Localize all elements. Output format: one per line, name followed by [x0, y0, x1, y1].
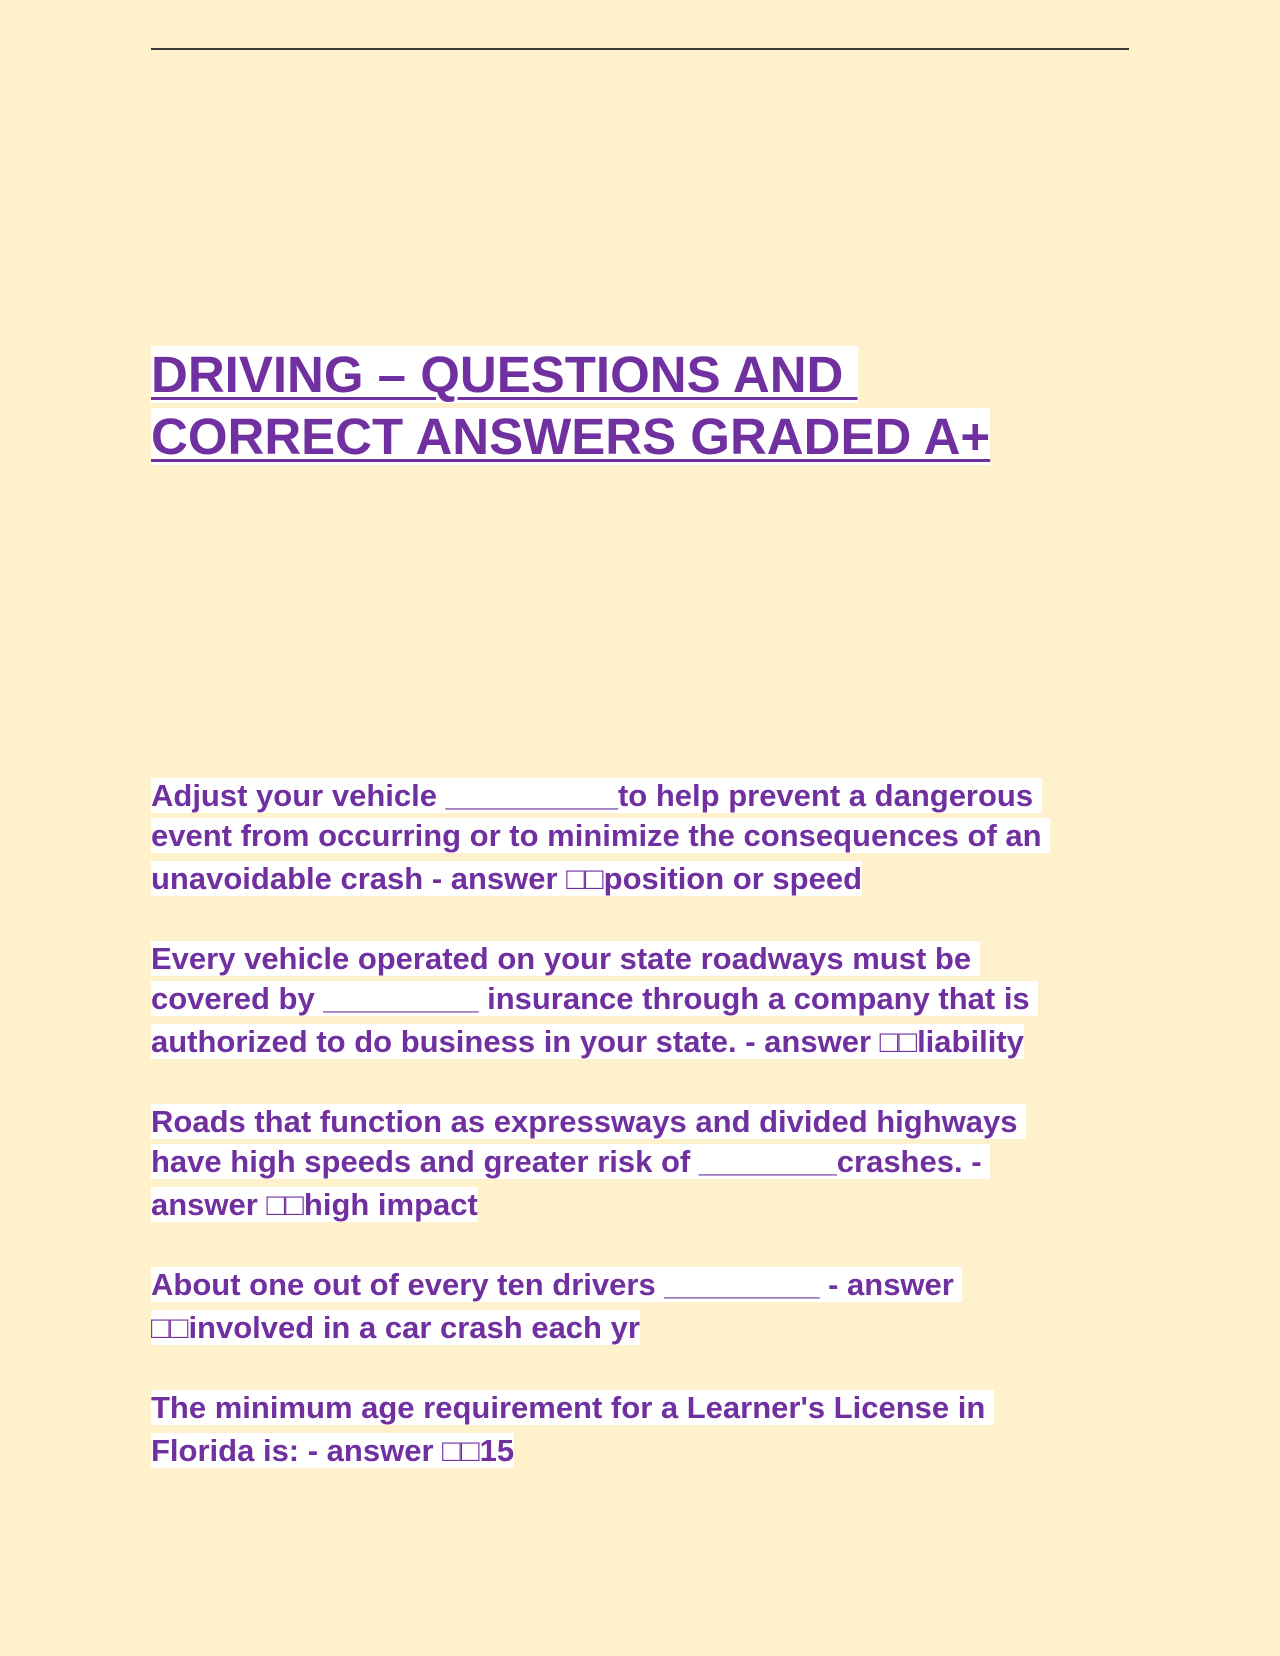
qa-line	[151, 1019, 1151, 1062]
qa-item-3	[151, 1102, 1151, 1225]
qa-line	[151, 1142, 1151, 1182]
document-title	[151, 344, 1151, 468]
header-rule	[151, 48, 1129, 50]
qa-line	[151, 1428, 1151, 1471]
title-line-1: DRIVING – QUESTIONS AND	[151, 346, 858, 403]
qa-line	[151, 816, 1151, 856]
qa-line	[151, 939, 1151, 979]
qa-text: have high speeds and greater risk of ________crashes. -	[151, 1144, 991, 1179]
qa-item-2	[151, 939, 1151, 1062]
qa-list	[151, 776, 1151, 1511]
qa-text: unavoidable crash - answer □□position or speed	[151, 861, 863, 896]
qa-line	[151, 979, 1151, 1019]
title-line-2: CORRECT ANSWERS GRADED A+	[151, 408, 991, 465]
qa-line	[151, 1388, 1151, 1428]
qa-text: Every vehicle operated on your state roadways must be	[151, 941, 980, 976]
qa-item-5	[151, 1388, 1151, 1471]
qa-text: Florida is: - answer □□15	[151, 1433, 515, 1468]
qa-text: Adjust your vehicle __________to help prevent a dangerous	[151, 778, 1042, 813]
qa-text: covered by _________ insurance through a company that is	[151, 981, 1039, 1016]
qa-text: Roads that function as expressways and divided highways	[151, 1104, 1027, 1139]
qa-text: answer □□high impact	[151, 1187, 478, 1222]
qa-line	[151, 1305, 1151, 1348]
qa-line	[151, 1182, 1151, 1225]
qa-line	[151, 1265, 1151, 1305]
qa-line	[151, 856, 1151, 899]
qa-text: □□involved in a car crash each yr	[151, 1310, 640, 1345]
qa-text: authorized to do business in your state. - answer □□liability	[151, 1024, 1024, 1059]
qa-line	[151, 776, 1151, 816]
qa-text: About one out of every ten drivers _________ - answer	[151, 1267, 963, 1302]
qa-line	[151, 1102, 1151, 1142]
qa-text: The minimum age requirement for a Learner's License in	[151, 1390, 994, 1425]
qa-item-4	[151, 1265, 1151, 1348]
qa-text: event from occurring or to minimize the consequences of an	[151, 818, 1051, 853]
qa-item-1	[151, 776, 1151, 899]
